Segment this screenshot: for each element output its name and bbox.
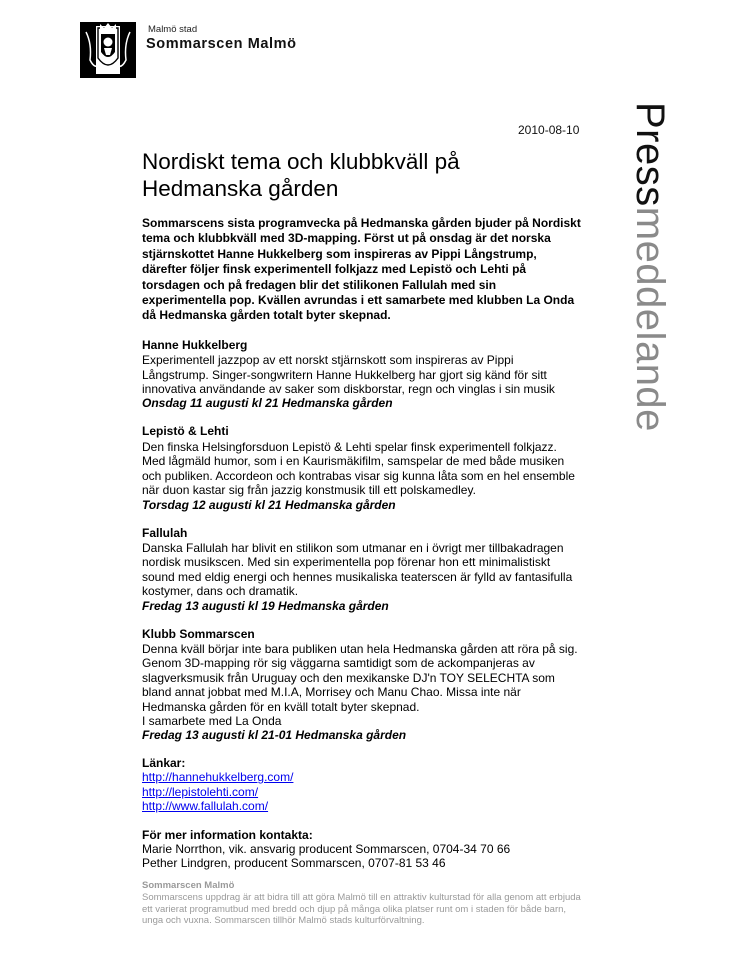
footer-heading: Sommarscen Malmö	[142, 880, 235, 891]
section-body: Danska Fallulah har blivit en stilikon som utmanar en i övrigt mer tillbakadragen nordisk musikscen. Med sin experimentella pop förenar hon ett minimalistiskt sound med eldig energi och hennes musikaliska teaterscen är fylld av fantasifulla kostymer, dans och dramatik.	[142, 540, 573, 599]
section-heading: Klubb Sommarscen	[142, 626, 255, 641]
release-date: 2010-08-10	[518, 123, 580, 137]
section-heading: Lepistö & Lehti	[142, 424, 229, 439]
section-heading: Fallulah	[142, 525, 188, 540]
section-heading: Hanne Hukkelberg	[142, 337, 248, 352]
section-when: Fredag 13 augusti kl 21-01 Hedmanska gården	[142, 728, 407, 743]
contact-heading: För mer information kontakta:	[142, 827, 313, 842]
link-hannehukkelberg[interactable]: http://hannehukkelberg.com/	[142, 770, 294, 785]
link-lepistolehti[interactable]: http://lepistolehti.com/	[142, 784, 259, 799]
section-klubb-sommarscen	[142, 627, 582, 744]
link-fallulah[interactable]: http://www.fallulah.com/	[142, 799, 269, 814]
org-name: Sommarscen Malmö	[146, 36, 297, 52]
title-line-2: Hedmanska gården	[142, 176, 339, 201]
org-small-label: Malmö stad	[148, 24, 198, 35]
section-fallulah	[142, 526, 582, 614]
section-body: Experimentell jazzpop av ett norskt stjärnskott som inspireras av Pippi Långstrump. Singer-songwritern Hanne Hukkelberg har gjort sig känd för sitt innovativa användande av saker som diskborstar, regn och vinglas i sin musik	[142, 353, 555, 397]
section-extra: I samarbete med La Onda	[142, 713, 282, 728]
contact-line: Marie Norrthon, vik. ansvarig producent Sommarscen, 0704-34 70 66	[142, 841, 511, 856]
section-lepisto-lehti	[142, 424, 582, 512]
section-body: Denna kväll börjar inte bara publiken utan hela Hedmanska gården att röra på sig. Genom 3D-mapping rör sig väggarna samtidigt som de ackompanjeras av slagverksmusik från Uruguay och den mexikanske DJ'n TOY SELECHTA som bland annat jobbat med M.I.A, Morrisey och Manu Chao. Missa inte när Hedmanska gården för en kväll totalt byter skepnad.	[142, 641, 578, 714]
footer-body: Sommarscens uppdrag är att bidra till att göra Malmö till en attraktiv kulturstad för alla genom att erbjuda ett varierat programutbud med bredd och djup på många olika platser runt om i staden för både barn, unga och vuxna. Sommarscen tillhör Malmö stads kulturförvaltning.	[142, 892, 581, 926]
side-label-part2: meddelande	[628, 206, 672, 432]
section-when: Torsdag 12 augusti kl 21 Hedmanska gården	[142, 497, 396, 512]
lead-paragraph: Sommarscens sista programvecka på Hedmanska gården bjuder på Nordiskt tema och klubbkväll med 3D-mapping. Först ut på onsdag är det norska stjärnskottet Hanne Hukkelberg som inspireras av Pippi Långstrump, därefter följer finsk experimentell folkjazz med Lepistö och Lehti på torsdagen och på fredagen blir det stilikonen Fallulah med sin experimentella pop. Kvällen avrundas i ett samarbete med klubben La Onda då Hedmanska gården totalt byter skepnad.	[142, 216, 581, 323]
links-section	[142, 756, 582, 813]
contact-section	[142, 828, 582, 871]
links-heading: Länkar:	[142, 756, 186, 771]
press-release-body	[142, 148, 582, 870]
section-when: Fredag 13 augusti kl 19 Hedmanska gården	[142, 598, 389, 613]
malmo-coat-of-arms-logo	[80, 22, 136, 78]
side-label-part1: Press	[628, 102, 672, 207]
side-label-pressmeddelande	[630, 102, 670, 432]
section-hanne-hukkelberg	[142, 338, 582, 412]
section-when: Onsdag 11 augusti kl 21 Hedmanska gården	[142, 396, 393, 411]
title-line-1: Nordiskt tema och klubbkväll på	[142, 149, 460, 174]
page-title	[142, 148, 582, 202]
contact-line: Pether Lindgren, producent Sommarscen, 0707-81 53 46	[142, 856, 446, 870]
section-body: Den finska Helsingforsduon Lepistö & Lehti spelar finsk experimentell folkjazz. Med lågmäld humor, som i en Kaurismäkifilm, samspelar de med både musiken och publiken. Accordeon och kontrabas visar sig kunna låta som en hel ensemble när duon kastar sig från jazzig konstmusik till ett polskamedley.	[142, 439, 575, 498]
footer	[142, 880, 582, 927]
